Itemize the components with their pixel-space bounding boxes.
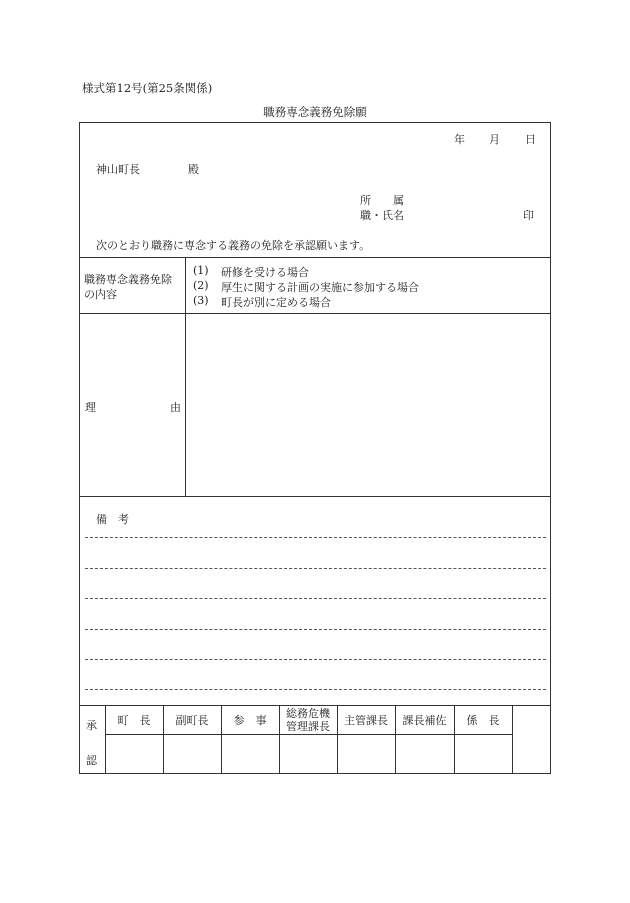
seal-mark: 印 (523, 209, 534, 222)
approval-header-councillor: 参 事 (233, 714, 267, 727)
remarks-line (85, 689, 546, 690)
content-item-1-number: (1) (193, 264, 209, 277)
date-day: 日 (525, 133, 536, 146)
date-year: 年 (454, 133, 465, 146)
form-number-label: 様式第12号(第25条関係) (82, 81, 213, 95)
approval-label-bottom: 認 (86, 754, 97, 767)
form-frame (79, 122, 551, 774)
remarks-label: 備 考 (96, 513, 129, 526)
affiliation-label: 所 属 (360, 194, 404, 207)
approval-header-section-chief: 主管課長 (344, 714, 388, 727)
document-title: 職務専念義務免除願 (263, 105, 367, 119)
date-month: 月 (489, 133, 500, 146)
approval-row-divider (105, 734, 512, 735)
approval-label-top: 承 (86, 719, 97, 732)
approval-header-assistant-chief: 課長補佐 (402, 714, 447, 727)
content-item-1-text: 研修を受ける場合 (221, 266, 309, 279)
content-label-line2: の内容 (84, 288, 117, 301)
divider-remarks-top (79, 496, 551, 497)
approval-header-subsection-chief: 係 長 (466, 714, 500, 727)
content-item-2-text: 厚生に関する計画の実施に参加する場合 (221, 281, 419, 294)
divider-approval-top (79, 705, 551, 706)
addressee-honorific: 殿 (188, 163, 199, 176)
approval-header-general-affairs-manager: 総務危機 管理課長 (286, 707, 330, 733)
request-statement: 次のとおり職務に専念する義務の免除を承認願います。 (96, 239, 371, 252)
reason-label-char1: 理 (85, 401, 96, 414)
divider-content-top (79, 257, 551, 258)
divider-reason-top (79, 313, 551, 314)
content-item-3-text: 町長が別に定める場合 (221, 296, 331, 309)
remarks-line (85, 629, 546, 630)
content-item-2-number: (2) (193, 279, 209, 292)
content-item-3-number: (3) (193, 294, 209, 307)
reason-label-char2: 由 (170, 401, 181, 414)
approval-header-deputy-mayor: 副町長 (175, 714, 209, 727)
remarks-line (85, 598, 546, 599)
approval-column-line (512, 705, 513, 774)
position-name-label: 職・氏名 (360, 209, 404, 222)
remarks-line (85, 659, 546, 660)
content-label-line1: 職務専念義務免除 (84, 273, 172, 286)
label-column-divider (185, 257, 186, 496)
remarks-line (85, 537, 546, 538)
addressee-name: 神山町長 (96, 163, 140, 176)
approval-header-mayor: 町 長 (117, 714, 151, 727)
remarks-line (85, 568, 546, 569)
